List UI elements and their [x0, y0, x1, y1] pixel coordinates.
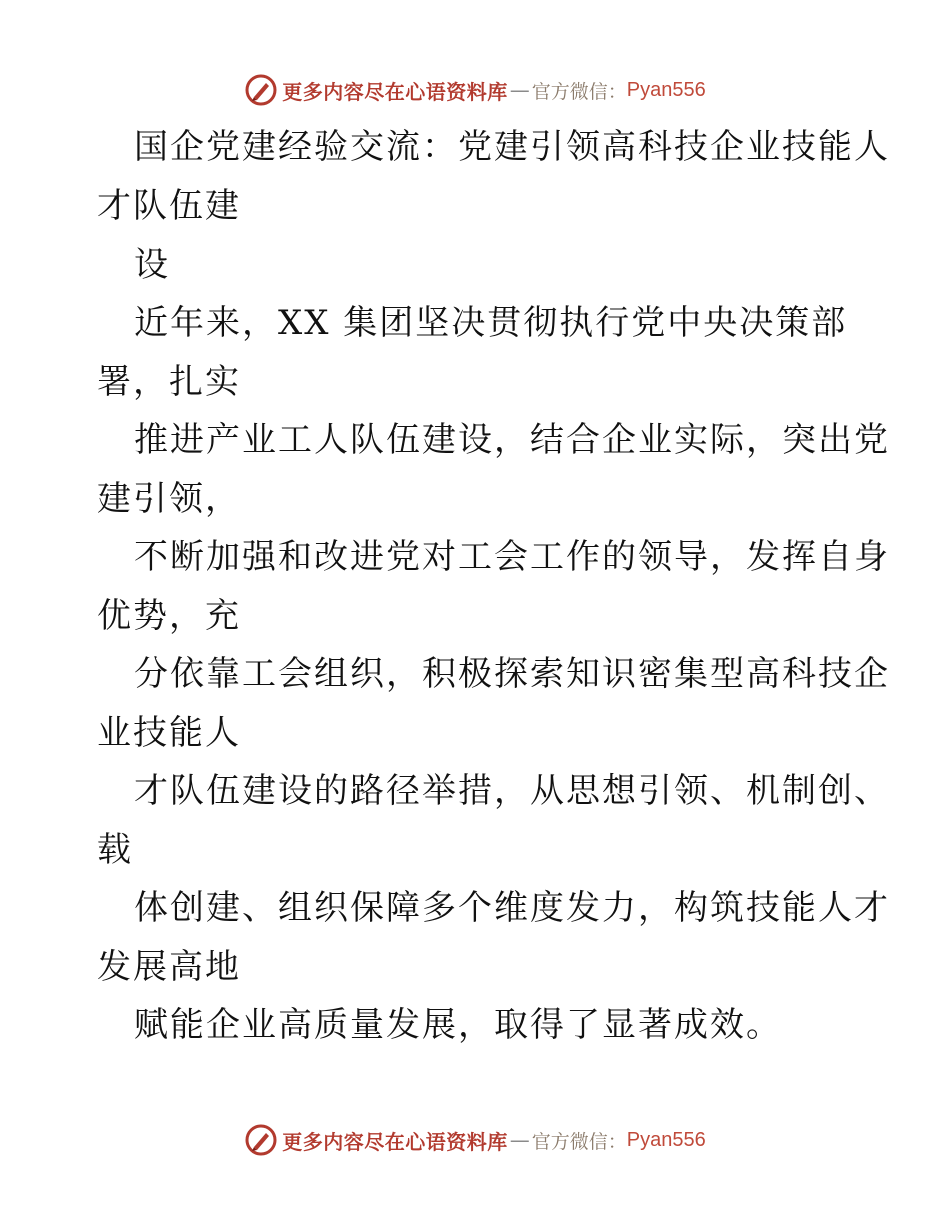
paragraph-line: 才队伍建设的路径举措，从思想引领、机制创、: [134, 771, 890, 811]
doc-title-line-1: 国企党建经验交流：党建引领高科技企业技能人: [134, 127, 890, 167]
paragraph-line: 分依靠工会组织，积极探索知识密集型高科技企: [134, 654, 890, 694]
watermark-site-text: 更多内容尽在心语资料库: [282, 1129, 508, 1154]
footer-watermark: [0, 1120, 950, 1160]
doc-title-line-3: 设: [134, 245, 170, 285]
paragraph-line: 赋能企业高质量发展，取得了显著成效。: [134, 1005, 782, 1045]
doc-title-line-2: 才队伍建: [97, 186, 241, 226]
paragraph-line: 体创建、组织保障多个维度发力，构筑技能人才: [134, 888, 890, 928]
watermark-site-text: 更多内容尽在心语资料库: [282, 79, 508, 104]
watermark-wechat-label: 官方微信：: [531, 80, 627, 103]
watermark-wechat-id: Pyan556: [626, 78, 706, 101]
watermark-wechat-label: 官方微信：: [531, 1130, 627, 1153]
paragraph-line: 优势，充: [97, 596, 241, 636]
watermark-wechat-id: Pyan556: [626, 1128, 706, 1151]
watermark-dash: —: [509, 1128, 530, 1152]
paragraph-line: 推进产业工人队伍建设，结合企业实际，突出党: [134, 420, 890, 460]
paragraph-line: 载: [97, 830, 133, 870]
pen-logo-icon: [244, 1123, 278, 1157]
paragraph-line: 近年来，XX 集团坚决贯彻执行党中央决策部: [134, 303, 848, 343]
paragraph-line: 署，扎实: [97, 362, 241, 402]
paragraph-line: 发展高地: [97, 947, 241, 987]
header-watermark: [0, 70, 950, 110]
paragraph-line: 业技能人: [97, 713, 241, 753]
watermark-dash: —: [509, 78, 530, 102]
paragraph-line: 建引领，: [97, 479, 241, 519]
paragraph-line: 不断加强和改进党对工会工作的领导，发挥自身: [134, 537, 890, 577]
pen-logo-icon: [244, 73, 278, 107]
